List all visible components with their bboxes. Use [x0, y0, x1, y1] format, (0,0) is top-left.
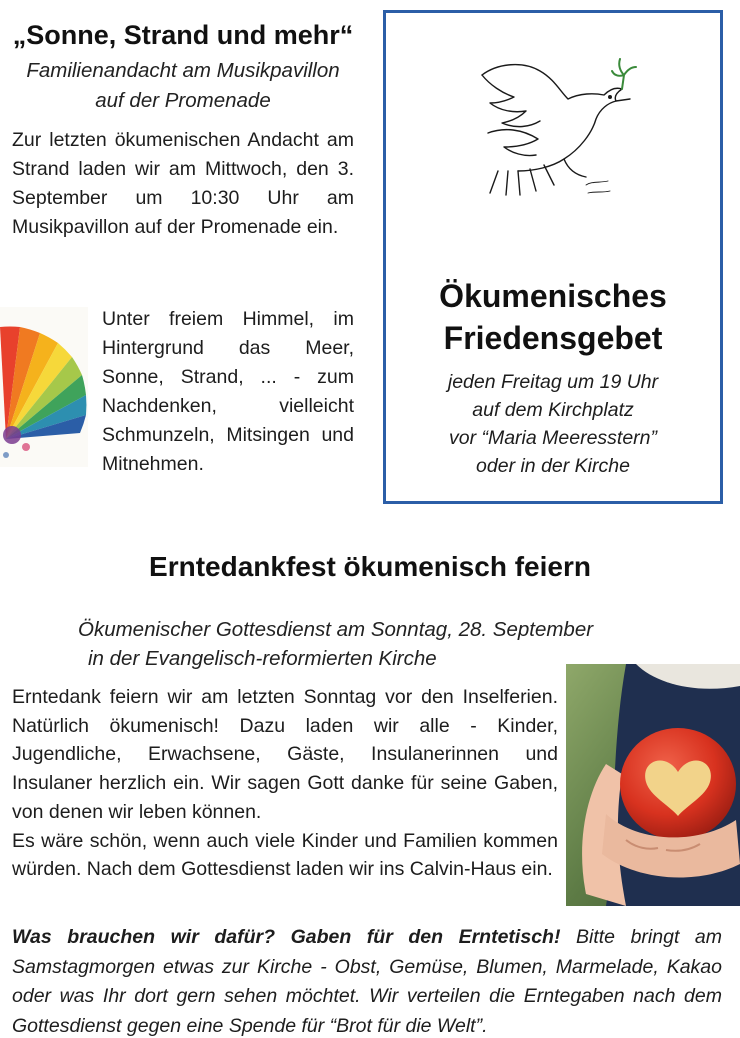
harvest-paragraph-2: Es wäre schön, wenn auch viele Kinder und Familien kommen würden. Nach dem Gottesdienst laden wir ins Calvin-Haus ein.	[12, 829, 558, 881]
peace-prayer-box	[383, 10, 723, 504]
prayer-details	[386, 368, 720, 480]
prayer-title-line-1: Ökumenisches	[439, 278, 667, 314]
peace-dove-icon	[468, 53, 638, 203]
event-beach-subtitle: Familienandacht am Musikpavillon auf der Promenade	[26, 59, 340, 112]
event-beach-title: „Sonne, Strand und mehr“	[12, 20, 354, 50]
event-beach-section	[12, 18, 354, 242]
harvest-body	[12, 683, 558, 884]
prayer-detail-line: vor “Maria Meeresstern”	[448, 427, 658, 449]
prayer-detail-line: auf dem Kirchplatz	[472, 399, 634, 421]
event-beach-paragraph: Zur letzten ökumenischen Andacht am Strand laden wir am Mittwoch, den 3. September um 10:30 Uhr am Musikpavillon auf der Promenade ein.	[12, 129, 354, 238]
harvest-paragraph-1: Erntedank feiern wir am letzten Sonntag vor den Inselferien. Natürlich ökumenisch! Dazu laden wir alle - Kinder, Jugendliche, Erwachsene, Gäste, Insulanerinnen und Insulaner herzlich ein. Wir sagen Gott danke für seine Gaben, von denen wir leben können.	[12, 686, 558, 823]
harvest-donation-question: Was brauchen wir dafür? Gaben für den Erntetisch!	[12, 926, 561, 948]
prayer-title	[386, 275, 720, 359]
event-beach-paragraph-2: Unter freiem Himmel, im Hintergrund das Meer, Sonne, Strand, ... - zum Nachdenken, vielleicht Schmunzeln, Mitsingen und Mitnehmen.	[102, 308, 354, 475]
prayer-detail-line: oder in der Kirche	[476, 455, 630, 477]
harvest-subtitle-line-2: in der Evangelisch-reformierten Kirche	[88, 647, 437, 670]
harvest-title: Erntedankfest ökumenisch feiern	[149, 551, 591, 582]
heart-apple-photo	[566, 664, 740, 906]
rainbow-fan-illustration	[0, 307, 88, 467]
harvest-subtitle-line-1: Ökumenischer Gottesdienst am Sonntag, 28. September	[78, 618, 594, 641]
prayer-detail-line: jeden Freitag um 19 Uhr	[447, 371, 659, 393]
harvest-donation-note	[12, 923, 722, 1038]
prayer-title-line-2: Friedensgebet	[443, 320, 663, 356]
harvest-donation-text: Bitte bringt am Samstagmorgen etwas zur Kirche - Obst, Gemüse, Blumen, Marmelade, Kakao oder was Ihr dort gern sehen möchtet. Wir verteilen die Erntegaben nach dem Gottesdienst gegen eine Spende für “Brot für die Welt”.	[12, 926, 723, 1037]
